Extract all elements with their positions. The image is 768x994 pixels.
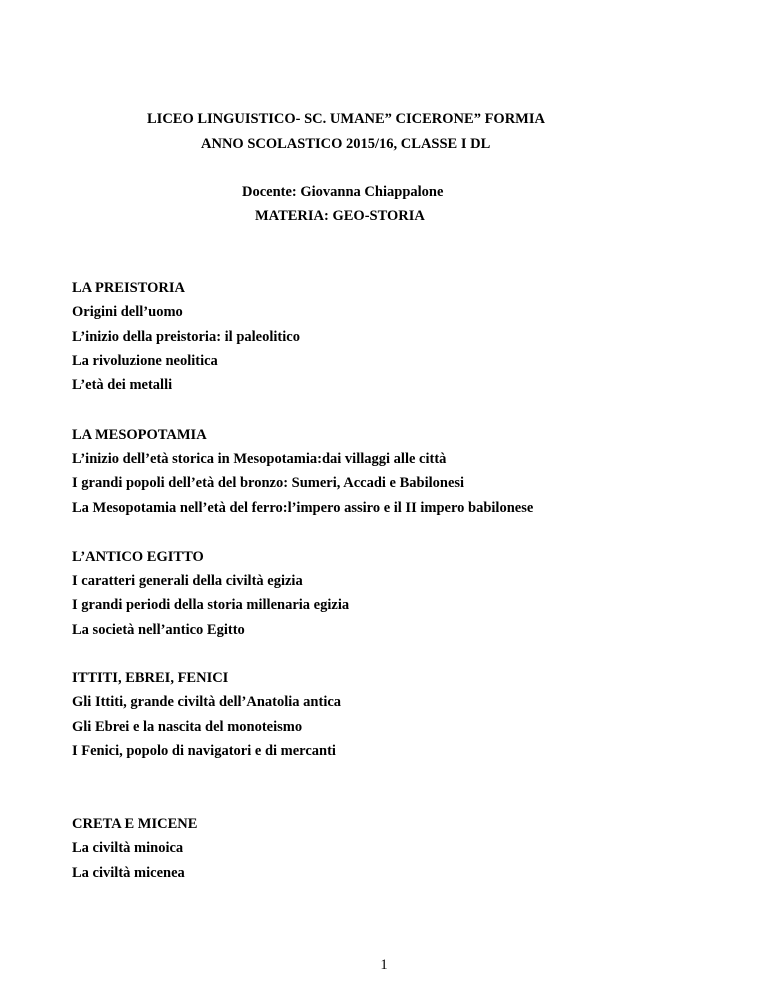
page-number: 1 xyxy=(380,957,388,973)
topic-item: La civiltà micenea xyxy=(72,865,185,881)
topic-item: Gli Ebrei e la nascita del monoteismo xyxy=(72,719,303,735)
topic-item: I grandi popoli dell’età del bronzo: Sumeri, Accadi e Babilonesi xyxy=(72,475,465,491)
topic-item: La civiltà minoica xyxy=(72,840,184,856)
topic-item: I grandi periodi della storia millenaria egizia xyxy=(72,597,350,613)
topic-item: La rivoluzione neolitica xyxy=(72,353,218,369)
section-title-ittiti: ITTITI, EBREI, FENICI xyxy=(72,670,229,686)
topic-item: L’età dei metalli xyxy=(72,377,173,393)
section-title-egitto: L’ANTICO EGITTO xyxy=(72,549,204,565)
subject-name: MATERIA: GEO-STORIA xyxy=(255,208,425,224)
section-title-creta: CRETA E MICENE xyxy=(72,816,198,832)
topic-item: La Mesopotamia nell’età del ferro:l’impero assiro e il II impero babilonese xyxy=(72,500,534,516)
school-title: LICEO LINGUISTICO- SC. UMANE” CICERONE” FORMIA xyxy=(147,111,545,127)
section-title-preistoria: LA PREISTORIA xyxy=(72,280,185,296)
topic-item: L’inizio della preistoria: il paleolitico xyxy=(72,329,300,345)
section-title-mesopotamia: LA MESOPOTAMIA xyxy=(72,427,207,443)
topic-item: I Fenici, popolo di navigatori e di mercanti xyxy=(72,743,336,759)
school-year-class: ANNO SCOLASTICO 2015/16, CLASSE I DL xyxy=(201,136,491,152)
teacher-name: Docente: Giovanna Chiappalone xyxy=(242,184,444,200)
topic-item: Gli Ittiti, grande civiltà dell’Anatolia antica xyxy=(72,694,342,710)
topic-item: I caratteri generali della civiltà egizia xyxy=(72,573,303,589)
topic-item: La società nell’antico Egitto xyxy=(72,622,245,638)
topic-item: Origini dell’uomo xyxy=(72,304,183,320)
topic-item: L’inizio dell’età storica in Mesopotamia:dai villaggi alle città xyxy=(72,451,447,467)
